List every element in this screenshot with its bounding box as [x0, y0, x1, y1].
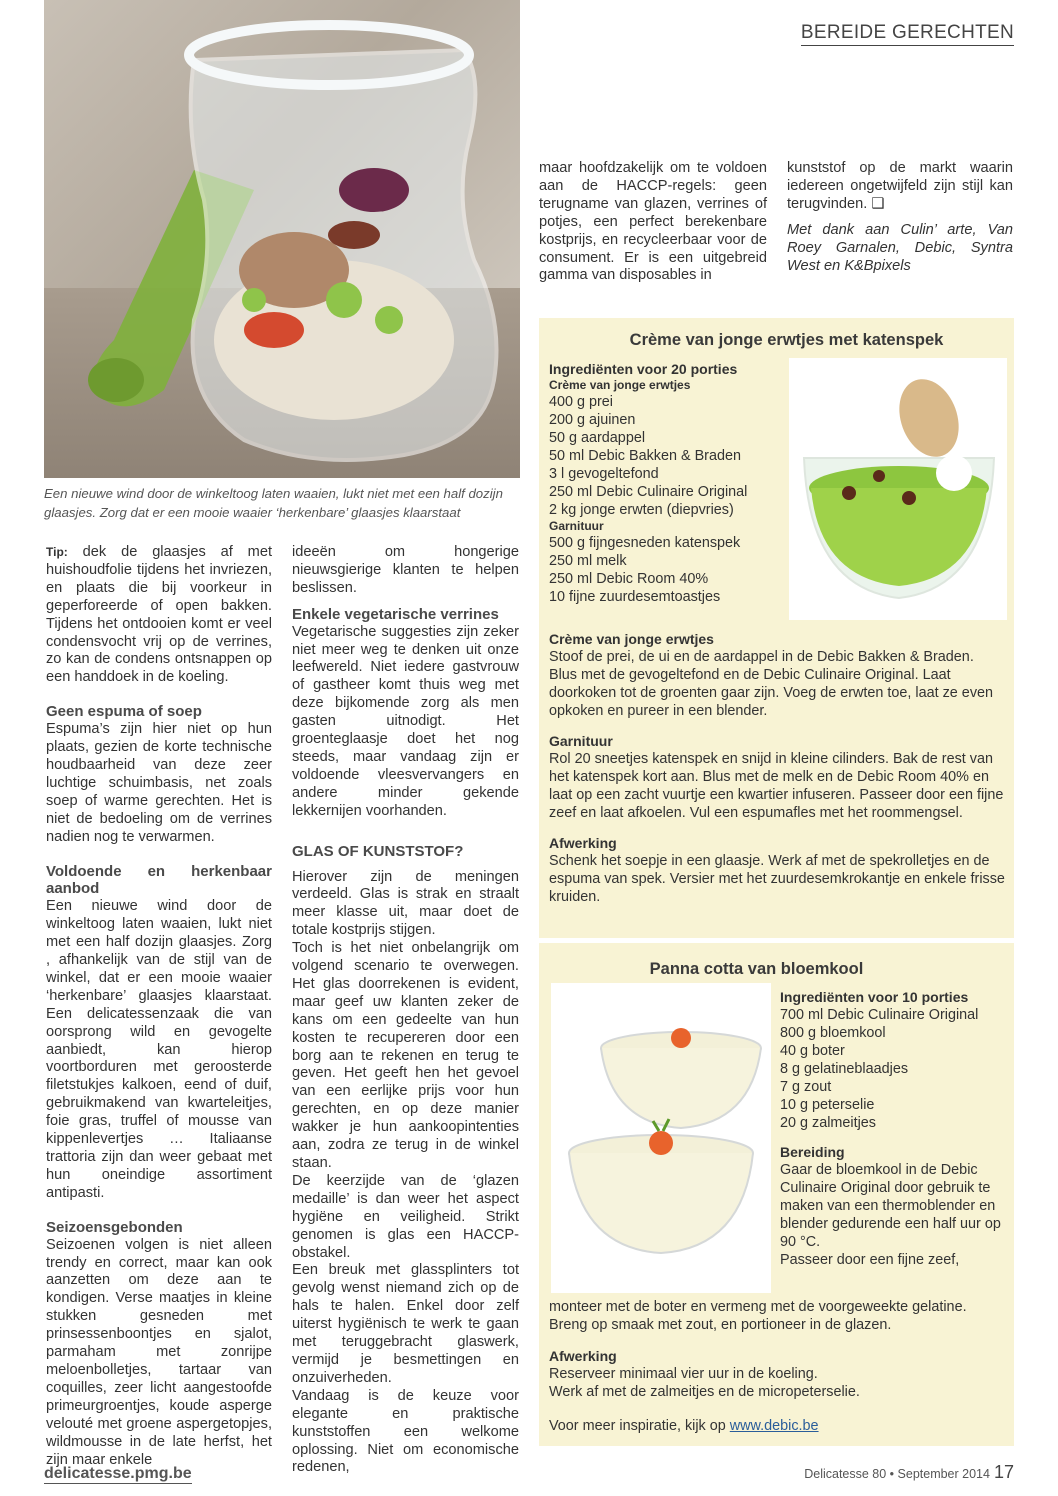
- paragraph: kunststof op de markt waarin iedereen ongetwijfeld zijn stijl kan terugvinden. ❑: [787, 160, 1013, 212]
- ingredient: 7 g zout: [780, 1079, 832, 1095]
- issue-info: [804, 1462, 1014, 1483]
- credits: Met dank aan Culin’ arte, Van Roey Garnalen, Debic, Syntra West en K&Bpixels: [787, 221, 1013, 274]
- page-number: 17: [993, 1462, 1014, 1482]
- ingredient: 700 ml Debic Culinaire Original: [780, 1007, 979, 1023]
- step-heading: Bereiding: [780, 1144, 845, 1160]
- paragraph: Espuma’s zijn hier niet op hun plaats, gezien de korte technische houdbaarheid van deze zeer luchtige schuimbasis, net zoals soep of warme gerechten. Het is niet de bedoeling om de verrines nadien nog te verwarmen.: [46, 721, 272, 845]
- recipe-box-panna-cotta: [539, 943, 1014, 1446]
- ingredient: 500 g fijngesneden katenspek: [549, 535, 741, 551]
- step-text: Stoof de prei, de ui en de aardappel in de Debic Bakken & Braden. Blus met de gevogeltefond en de Debic Culinaire Original. Laat doorkoken tot de groenten gaar zijn. Voeg de erwten toe, laat ze even opkoken en pureer in een blender.: [549, 649, 994, 719]
- ingredients-heading: Ingrediënten voor 20 porties: [549, 361, 738, 377]
- ingredient: 50 g aardappel: [549, 430, 646, 446]
- ingredient: 3 l gevogeltefond: [549, 466, 659, 482]
- recipe-box-erwtjes: [539, 318, 1014, 938]
- finishing: [549, 1347, 1005, 1435]
- heading-aanbod: Voldoende en herkenbaar aanbod: [46, 862, 272, 898]
- ingredient: 8 g gelatineblaadjes: [780, 1061, 909, 1077]
- preparation-continued: monteer met de boter en vermeng met de voorgeweekte gelatine. Breng op smaak met zout, en portioneer in de glazen.: [549, 1299, 967, 1333]
- photo-caption: Een nieuwe wind door de winkeltoog laten waaien, lukt niet met een half dozijn glaasjes. Zorg dat er een mooie waaier ‘herkenbare’ glaasjes klaarstaat: [44, 486, 503, 520]
- step-heading: Afwerking: [549, 1348, 617, 1364]
- tip-text: dek de glaasjes af met huishoudfolie tijdens het invriezen, en plaats die bij voorkeur in geperforeerde of open bakken. Tijdens het ontdooien komt er veel condensvocht vrij op de verrines, zo kan de condens ontsnappen op een handdoek in de koeling.: [46, 544, 272, 686]
- preparation: [780, 1143, 1010, 1269]
- debic-link[interactable]: www.debic.be: [729, 1418, 819, 1434]
- heading-seizoensgebonden: Seizoensgebonden: [46, 1218, 183, 1236]
- more-inspiration: [549, 1417, 1005, 1435]
- ingredient: 250 ml melk: [549, 553, 627, 569]
- ingredient: 250 ml Debic Culinaire Original: [549, 484, 748, 500]
- paragraph: Een nieuwe wind door de winkeltoog laten waaien, lukt niet met een half dozijn glaasjes. Zorg , afhankelijk van de stijl van de winkel, dat er een mooie waaier ‘herkenbare’ glaasjes klaarstaat. Een delicatessenzaak die van oorsprong wild en gevogelte aanbiedt, kan hierop voortborduren met geroosterde filetstukjes kalkoen, eend of duif, gebruikmakend van kwarteleitjes, foie gras, truffel of mousse van kippenlevertjes … Italiaanse trattoria zijn dan weer gebaat met hun oneindige assortiment antipasti.: [46, 898, 272, 1201]
- ingredient: 40 g boter: [780, 1043, 845, 1059]
- ingredients-subheading: Garnituur: [549, 519, 604, 533]
- article-column-2: [292, 544, 519, 1477]
- more-text: Voor meer inspiratie, kijk op: [549, 1418, 726, 1434]
- soup-glass-photo: [789, 358, 1007, 620]
- paragraph: Hierover zijn de meningen verdeeld. Glas is strak en straalt meer klasse uit, maar doet de totale kostprijs stijgen.: [292, 868, 519, 939]
- ingredient: 50 ml Debic Bakken & Braden: [549, 448, 741, 464]
- ingredients-subheading: Crème van jonge erwtjes: [549, 378, 691, 392]
- ingredient: 2 kg jonge erwten (diepvries): [549, 502, 734, 518]
- step-text: Rol 20 sneetjes katenspek en snijd in kleine cilinders. Bak de rest van het katenspek kort aan. Blus met de melk en de Debic Room 40% en laat op een zacht vuurtje een kwartier infuseren. Passeer door een fijne zeef en laat afkoelen. Vul een espumafles met het roommengsel.: [549, 751, 1004, 821]
- tip-label: Tip:: [46, 545, 68, 559]
- panna-cotta-photo: [551, 983, 771, 1293]
- step-text: Schenk het soepje in een glaasje. Werk af met de spekrolletjes en de espuma van spek. Versier met het zuurdesemkrokantje en enkele frisse kruiden.: [549, 853, 1005, 905]
- paragraph: De keerzijde van de ‘glazen medaille’ is dan weer het aspect hygiëne en veiligheid. Strikt genomen is glas een HACCP-obstakel.: [292, 1172, 519, 1261]
- ingredients: [780, 988, 1010, 1132]
- article-column-4: [787, 160, 1013, 275]
- paragraph: Seizoenen volgen is niet alleen trendy en correct, maar kan ook aanzetten om deze aan te kondigen. Verse maatjes in kleine stukken gesneden met prinsessenboontjes en sjalot, parmaham met zonrijpe meloenbolletjes, tartaar van coquilles, zeer licht aangestoofde primeurgroentjes, koude asperge velouté met groene aspergetopjes, wildmousse in de late herfst, het zijn maar enkele: [46, 1236, 272, 1468]
- paragraph: Vegetarische suggesties zijn zeker niet meer weg te denken uit onze leefwereld. Niet iedere gastvrouw of gastheer komt thuis weg met deze bijkomende zorg als men gasten uitnodigt. Het groenteglaasje doet het nog steeds, maar vandaag zijn er voldoende vleesvervangers en andere minder gekende lekkernijen voorhanden.: [292, 623, 519, 819]
- issue-label: Delicatesse 80 • September 2014: [804, 1467, 990, 1481]
- article-column-3: [539, 160, 767, 285]
- recipe-steps: [549, 630, 1005, 906]
- step-text: Reserveer minimaal vier uur in de koeling.: [549, 1366, 818, 1382]
- recipe-title: Crème van jonge erwtjes met katenspek: [629, 331, 944, 349]
- paragraph: Een breuk met glassplinters tot gevolg wenst niemand zich op de hals te halen. Enkel door zelf uiterst hygiënisch te werk te gaan met teruggebracht glaswerk, vermijd je besmettingen en onzuiverheden.: [292, 1262, 519, 1386]
- step-heading: Garnituur: [549, 733, 613, 749]
- section-label: BEREIDE GERECHTEN: [801, 22, 1014, 46]
- step-text: Werk af met de zalmeitjes en de micropeterselie.: [549, 1384, 860, 1400]
- paragraph: ideeën om hongerige nieuwsgierige klanten te helpen beslissen.: [292, 544, 519, 596]
- step-text: Passeer door een fijne zeef,: [780, 1252, 960, 1268]
- website-link[interactable]: delicatesse.pmg.be: [44, 1465, 192, 1482]
- recipe-title: Panna cotta van bloemkool: [649, 960, 864, 978]
- ingredient: 200 g ajuinen: [549, 412, 636, 428]
- verrine-photo: [44, 0, 520, 478]
- step-heading: Crème van jonge erwtjes: [549, 631, 714, 647]
- paragraph: Vandaag is de keuze voor elegante en praktische kunststoffen een welkome oplossing. Niet om economische redenen,: [292, 1387, 519, 1476]
- heading-vegetarisch: Enkele vegetarische verrines: [292, 605, 499, 623]
- ingredient: 10 fijne zuurdesemtoastjes: [549, 589, 721, 605]
- ingredient: 250 ml Debic Room 40%: [549, 571, 709, 587]
- ingredients-heading: Ingrediënten voor 10 porties: [780, 989, 969, 1005]
- heading-glas-of-kunststof: GLAS OF KUNSTSTOF?: [292, 842, 464, 860]
- ingredient: 20 g zalmeitjes: [780, 1115, 876, 1131]
- ingredient: 10 g peterselie: [780, 1097, 875, 1113]
- step-text: Gaar de bloemkool in de Debic Culinaire Original door gebruik te maken van een thermoblender en blender gedurende een half uur op 90 °C.: [780, 1162, 1001, 1250]
- ingredient: 800 g bloemkool: [780, 1025, 886, 1041]
- ingredients: [549, 360, 789, 606]
- ingredient: 400 g prei: [549, 394, 614, 410]
- heading-espuma: Geen espuma of soep: [46, 703, 202, 721]
- step-heading: Afwerking: [549, 835, 617, 851]
- paragraph: maar hoofdzakelijk om te voldoen aan de HACCP-regels: geen terugname van glazen, verrines of potjes, een perfect berekenbare kostprijs, en recycleerbaar voor de consument. Er is een uitgebreid gamma van disposables in: [539, 160, 767, 284]
- paragraph: Toch is het niet onbelangrijk om volgend scenario te overwegen. Het glas doorrekenen is evident, maar geef uw klanten zeker de kans om een gedeelte van hun kosten te recupereren door een borg aan te rekenen en terug te geven. Het geeft hen het gevoel van een eerlijke prijs voor hun gerechten, en op deze manier wakker je hun aankoopintenties aan, zodra ze terug in de winkel staan.: [292, 940, 519, 1171]
- article-column-1: [46, 544, 272, 1469]
